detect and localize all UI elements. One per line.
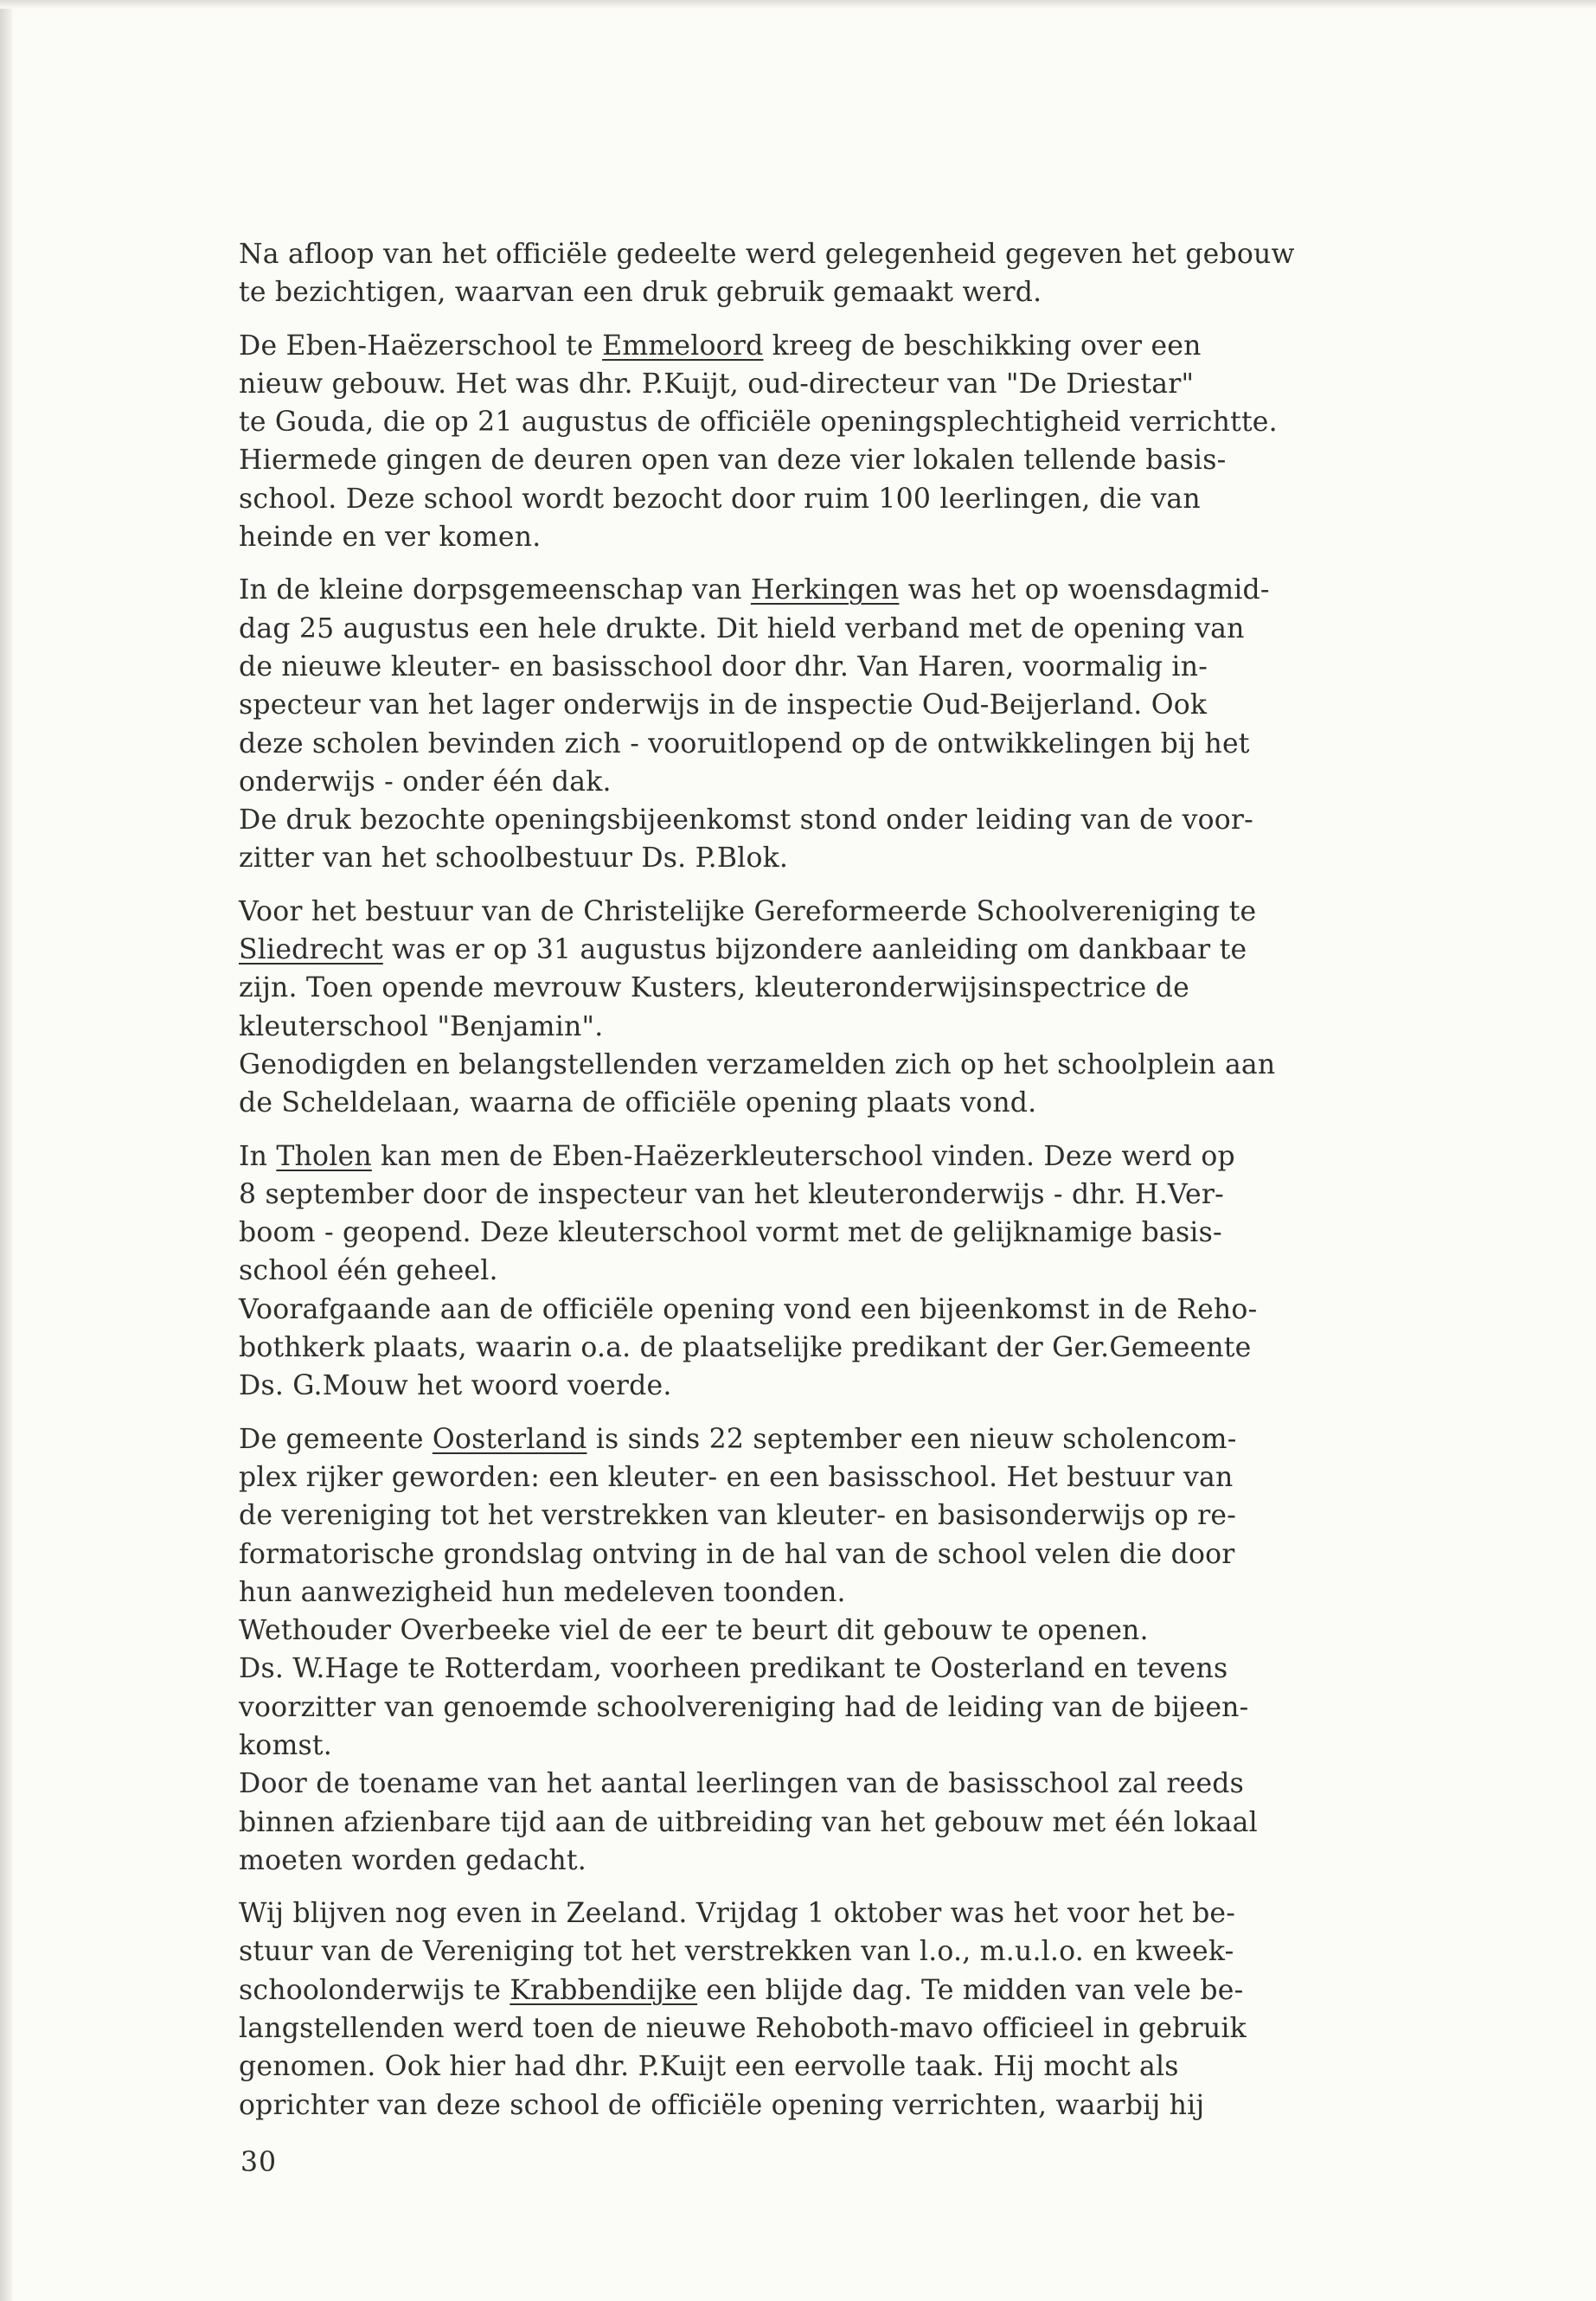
text-segment: dag 25 augustus een hele drukte. Dit hield verband met de opening van [239,612,1245,644]
text-line [239,801,1450,839]
paragraph [239,235,1450,312]
text-line [239,1046,1450,1084]
text-line [239,2009,1450,2048]
text-line [239,1650,1450,1688]
text-line [239,327,1450,365]
text-segment: 8 september door de inspecteur van het kleuteronderwijs - dhr. H.Ver- [239,1178,1224,1210]
text-segment: de vereniging tot het verstrekken van kleuter- en basisonderwijs op re- [239,1500,1237,1532]
text-line [239,839,1450,877]
text-line [239,1458,1450,1497]
underlined-place-name: Tholen [276,1140,372,1172]
underlined-place-name: Oosterland [432,1423,587,1455]
text-line [239,1214,1450,1252]
text-segment: voorzitter van genoemde schoolvereniging had de leiding van de bijeen- [239,1691,1249,1723]
text-segment: de Scheldelaan, waarna de officiële opening plaats vond. [239,1087,1037,1119]
text-segment: langstellenden werd toen de nieuwe Rehoboth-mavo officieel in gebruik [239,2013,1247,2045]
paragraph-gap [239,1123,1450,1138]
text-line [239,1084,1450,1122]
text-line [239,571,1450,609]
text-line [239,1574,1450,1612]
text-line [239,2086,1450,2125]
text-line [239,1008,1450,1046]
text-segment: was het op woensdagmid- [899,574,1270,606]
text-segment: Wij blijven nog even in Zeeland. Vrijdag 1 oktober was het voor het be- [239,1898,1236,1930]
text-segment: Door de toename van het aantal leerlingen van de basisschool zal reeds [239,1768,1245,1800]
text-segment: Wethouder Overbeeke viel de eer te beurt dit gebouw te openen. [239,1615,1149,1647]
text-line [239,1535,1450,1574]
text-segment: was er op 31 augustus bijzondere aanleiding om dankbaar te [382,934,1247,966]
text-segment: zitter van het schoolbestuur Ds. P.Blok. [239,843,789,875]
text-segment: Ds. W.Hage te Rotterdam, voorheen predikant te Oosterland en tevens [239,1653,1228,1685]
text-line [239,1842,1450,1880]
text-segment: In [239,1140,277,1172]
text-line [239,273,1450,311]
page-left-edge-shadow [0,0,12,2301]
text-segment: boom - geopend. Deze kleuterschool vormt met de gelijknamige basis- [239,1217,1222,1249]
text-line [239,893,1450,931]
text-segment: stuur van de Vereniging tot het verstrekken van l.o., m.u.l.o. en kweek- [239,1936,1234,1968]
text-line [239,763,1450,801]
text-line [239,235,1450,273]
text-line [239,1765,1450,1803]
text-segment: deze scholen bevinden zich - vooruitlopend op de ontwikkelingen bij het [239,727,1250,760]
text-line [239,648,1450,686]
text-segment: In de kleine dorpsgemeenschap van [239,574,751,606]
text-segment: Ds. G.Mouw het woord voerde. [239,1370,672,1402]
text-segment: komst. [239,1729,332,1761]
text-line [239,725,1450,763]
text-line [239,1252,1450,1290]
text-line [239,1971,1450,2009]
paragraph-gap [239,1880,1450,1894]
paragraph [239,1420,1450,1881]
text-segment: kan men de Eben-Haëzerkleuterschool vinden. Deze werd op [371,1140,1235,1172]
text-segment: te bezichtigen, waarvan een druk gebruik gemaakt werd. [239,277,1042,309]
text-line [239,480,1450,518]
text-segment: Hiermede gingen de deuren open van deze vier lokalen tellende basis- [239,445,1227,477]
text-segment: zijn. Toen opende mevrouw Kusters, kleuteronderwijsinspectrice de [239,972,1189,1004]
text-segment: De gemeente [239,1423,433,1455]
text-line [239,1329,1450,1367]
text-segment: formatorische grondslag ontving in de hal van de school velen die door [239,1538,1235,1570]
text-line [239,1804,1450,1842]
paragraph-gap [239,556,1450,571]
text-segment: De Eben-Haëzerschool te [239,330,603,362]
page-top-edge-shadow [0,0,1596,9]
text-segment: specteur van het lager onderwijs in de inspectie Oud-Beijerland. Ook [239,689,1208,721]
text-segment: school één geheel. [239,1255,498,1287]
underlined-place-name: Herkingen [750,574,900,606]
text-segment: plex rijker geworden: een kleuter- en een basisschool. Het bestuur van [239,1461,1234,1493]
text-line [239,1689,1450,1727]
text-line [239,1176,1450,1214]
text-segment: Voorafgaande aan de officiële opening vond een bijeenkomst in de Reho- [239,1293,1258,1325]
text-line [239,610,1450,648]
underlined-place-name: Sliedrecht [239,934,383,966]
text-line [239,1894,1450,1932]
text-line [239,1367,1450,1405]
text-line [239,1420,1450,1458]
text-line [239,686,1450,724]
paragraph [239,1138,1450,1406]
text-segment: heinde en ver komen. [239,522,542,554]
text-segment: school. Deze school wordt bezocht door ruim 100 leerlingen, die van [239,483,1201,515]
text-line [239,1138,1450,1176]
text-segment: moeten worden gedacht. [239,1844,586,1876]
text-segment: binnen afzienbare tijd aan de uitbreiding van het gebouw met één lokaal [239,1806,1258,1838]
text-segment: kreeg de beschikking over een [763,330,1202,362]
paragraph-gap [239,1406,1450,1420]
text-segment: De druk bezochte openingsbijeenkomst stond onder leiding van de voor- [239,804,1254,836]
paragraph [239,1894,1450,2125]
paragraph [239,893,1450,1123]
underlined-place-name: Emmeloord [602,330,764,362]
text-line [239,931,1450,969]
paragraph-gap [239,312,1450,327]
paragraph [239,327,1450,557]
paragraph [239,571,1450,877]
text-segment: een blijde dag. Te midden van vele be- [697,1974,1244,2006]
text-segment: de nieuwe kleuter- en basisschool door dhr. Van Haren, voormalig in- [239,651,1208,683]
text-segment: is sinds 22 september een nieuw scholencom- [586,1423,1237,1455]
text-segment: genomen. Ook hier had dhr. P.Kuijt een eervolle taak. Hij mocht als [239,2051,1179,2083]
text-segment: onderwijs - onder één dak. [239,766,612,798]
paragraph-gap [239,878,1450,893]
text-segment: te Gouda, die op 21 augustus de officiële openingsplechtigheid verrichtte. [239,407,1278,439]
text-line [239,518,1450,556]
text-line [239,1727,1450,1765]
text-segment: oprichter van deze school de officiële opening verrichten, waarbij hij [239,2089,1205,2121]
text-line [239,2048,1450,2086]
text-line [239,365,1450,403]
text-segment: Genodigden en belangstellenden verzamelden zich op het schoolplein aan [239,1048,1276,1080]
text-line [239,1932,1450,1971]
text-segment: kleuterschool "Benjamin". [239,1010,604,1042]
text-segment: hun aanwezigheid hun medeleven toonden. [239,1576,846,1608]
text-line [239,1291,1450,1329]
text-line [239,969,1450,1007]
body-text [239,235,1450,2125]
underlined-place-name: Krabbendijke [510,1974,698,2006]
page-number: 30 [240,2147,278,2178]
text-line [239,441,1450,479]
text-line [239,1612,1450,1650]
text-segment: schoolonderwijs te [239,1974,510,2006]
text-line [239,1497,1450,1535]
text-segment: Voor het bestuur van de Christelijke Gereformeerde Schoolvereniging te [239,895,1257,927]
text-segment: nieuw gebouw. Het was dhr. P.Kuijt, oud-directeur van "De Driestar" [239,368,1195,400]
text-segment: bothkerk plaats, waarin o.a. de plaatselijke predikant der Ger.Gemeente [239,1332,1252,1364]
text-segment: Na afloop van het officiële gedeelte werd gelegenheid gegeven het gebouw [239,239,1295,270]
text-line [239,403,1450,441]
